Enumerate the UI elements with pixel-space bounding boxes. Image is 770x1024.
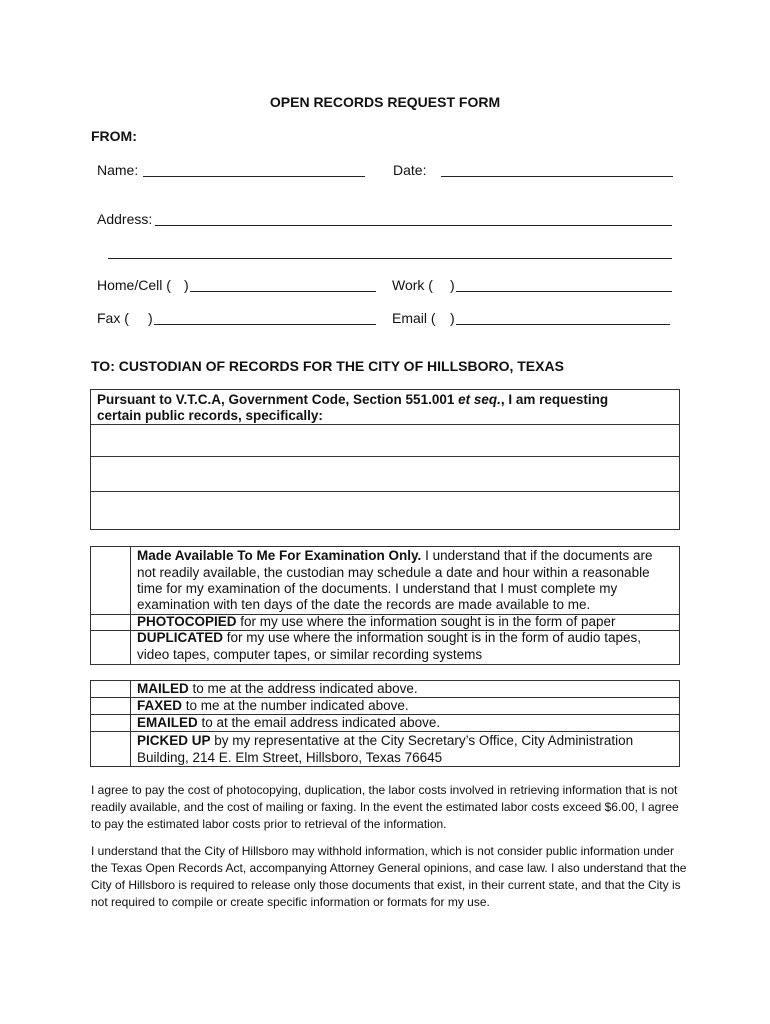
from-label: FROM: — [91, 128, 137, 144]
form-title: OPEN RECORDS REQUEST FORM — [269, 94, 501, 110]
name-field[interactable] — [143, 176, 365, 177]
examination-line3: time for my examination of the documents. I understand that I must complete my — [137, 581, 618, 596]
address-field[interactable] — [155, 225, 672, 226]
faxed-checkbox[interactable] — [91, 698, 129, 713]
request-text-1: Pursuant to V.T.C.A, Government Code, Section 551.001 — [97, 392, 459, 407]
fax-field[interactable] — [154, 324, 376, 325]
duplicated-option — [137, 630, 641, 646]
examination-text: I understand that if the documents are — [421, 548, 653, 563]
work-field[interactable] — [456, 291, 672, 292]
request-divider — [90, 456, 680, 457]
duplicated-bold: DUPLICATED — [137, 630, 223, 645]
emailed-bold: EMAILED — [137, 715, 198, 730]
request-statement — [97, 392, 608, 408]
request-entry-line-1[interactable] — [91, 426, 679, 455]
examination-line4: examination with ten days of the date the records are made available to me. — [137, 597, 591, 612]
fax-close: ) — [148, 310, 153, 326]
home-cell-label: Home/Cell ( — [97, 277, 171, 293]
mailed-option — [137, 681, 418, 697]
home-cell-field[interactable] — [190, 291, 376, 292]
duplicated-text: for my use where the information sought is in the form of audio tapes, — [223, 630, 641, 645]
request-text-3: , I am requesting — [500, 392, 609, 407]
photocopied-text: for my use where the information sought is in the form of paper — [236, 614, 616, 629]
date-label: Date: — [393, 162, 427, 178]
picked-up-bold: PICKED UP — [137, 733, 211, 748]
examination-option — [137, 548, 652, 564]
examination-line2: not readily available, the custodian may schedule a date and hour within a reasonable — [137, 565, 650, 580]
mailed-text: to me at the address indicated above. — [188, 681, 418, 696]
request-entry-line-3[interactable] — [91, 493, 679, 529]
name-label: Name: — [97, 162, 139, 178]
duplicated-checkbox[interactable] — [91, 631, 129, 664]
emailed-checkbox[interactable] — [91, 715, 129, 730]
mailed-checkbox[interactable] — [91, 681, 129, 696]
faxed-option — [137, 698, 409, 714]
mailed-bold: MAILED — [137, 681, 189, 696]
picked-up-line2: Building, 214 E. Elm Street, Hillsboro, Texas 76645 — [137, 750, 443, 765]
photocopied-checkbox[interactable] — [91, 615, 129, 629]
duplicated-line2: video tapes, computer tapes, or similar recording systems — [137, 647, 483, 662]
work-label: Work ( — [392, 277, 433, 293]
row-divider — [90, 731, 680, 732]
photocopied-bold: PHOTOCOPIED — [137, 614, 237, 629]
picked-up-option — [137, 733, 633, 749]
request-entry-line-2[interactable] — [91, 458, 679, 490]
picked-up-text: by my representative at the City Secretary’s Office, City Administration — [210, 733, 634, 748]
email-close: ) — [450, 310, 455, 326]
home-cell-close: ) — [184, 277, 189, 293]
address-field-line2[interactable] — [108, 258, 672, 259]
request-divider — [90, 491, 680, 492]
request-statement-line2: certain public records, specifically: — [97, 408, 323, 423]
address-label: Address: — [97, 211, 153, 227]
withhold-understanding-paragraph: I understand that the City of Hillsboro may withhold information, which is not consider public information under the Texas Open Records Act, accompanying Attorney General opinions, and case law. I also understand that the City of Hillsboro is required to release only those documents that exist, in their current state, and that the City is not required to compile or create specific information or formats for my use. — [91, 844, 687, 909]
picked-up-checkbox[interactable] — [91, 732, 129, 766]
examination-bold: Made Available To Me For Examination Only. — [137, 548, 422, 563]
emailed-option — [137, 715, 440, 731]
to-heading: TO: CUSTODIAN OF RECORDS FOR THE CITY OF HILLSBORO, TEXAS — [91, 358, 564, 374]
work-close: ) — [450, 277, 455, 293]
checkbox-column-divider — [130, 680, 131, 767]
faxed-bold: FAXED — [137, 698, 183, 713]
email-label: Email ( — [392, 310, 436, 326]
cost-agreement-paragraph: I agree to pay the cost of photocopying, duplication, the labor costs involved in retrieving information that is not readily available, and the cost of mailing or faxing. In the event the estimated labor costs exceed $6.00, I agree to pay the estimated labor costs prior to retrieval of the information. — [91, 783, 679, 831]
faxed-text: to me at the number indicated above. — [182, 698, 409, 713]
photocopied-option — [137, 614, 615, 630]
request-divider — [90, 424, 680, 425]
date-field[interactable] — [441, 176, 673, 177]
email-field[interactable] — [456, 324, 670, 325]
checkbox-column-divider — [130, 546, 131, 665]
emailed-text: to at the email address indicated above. — [197, 715, 441, 730]
fax-label: Fax ( — [97, 310, 129, 326]
request-text-italic: et seq. — [458, 392, 501, 407]
examination-checkbox[interactable] — [91, 547, 129, 613]
